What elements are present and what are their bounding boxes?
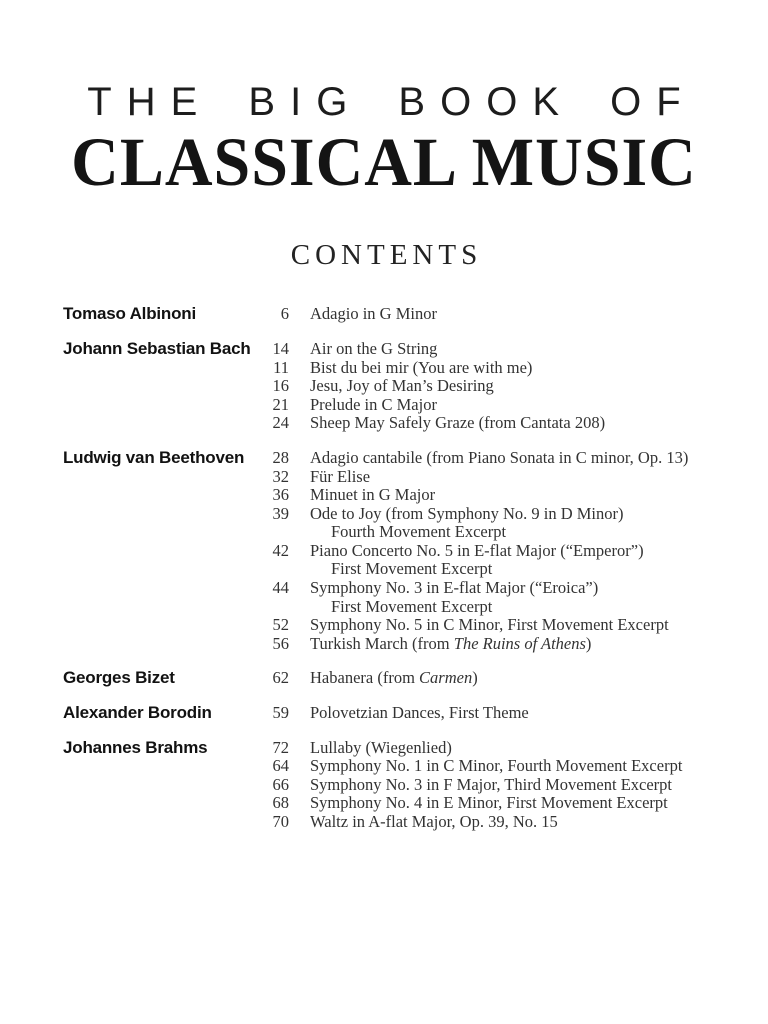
- entry-page-number: 44: [272, 578, 289, 598]
- composer-name: [63, 776, 262, 795]
- composer-name: [63, 396, 262, 415]
- composer-name: [63, 359, 262, 378]
- contents-group: [63, 739, 738, 832]
- contents-row: [63, 669, 738, 688]
- entry-page-number: 6: [280, 304, 289, 324]
- contents-row: [63, 579, 738, 598]
- composer-name: [63, 579, 262, 598]
- entry-page-number: 14: [272, 338, 289, 358]
- entry-title: Adagio cantabile (from Piano Sonata in C minor, Op. 13): [310, 447, 689, 467]
- entry-page-number: 56: [272, 633, 289, 653]
- composer-name: Johann Sebastian Bach: [63, 338, 251, 358]
- entry-title: Symphony No. 5 in C Minor, First Movement Excerpt: [310, 615, 669, 635]
- composer-name: [63, 414, 262, 433]
- entry-subtitle: First Movement Excerpt: [331, 559, 493, 579]
- entry-page-number: 62: [272, 668, 289, 688]
- composer-name: [63, 486, 262, 505]
- entry-page-number: 72: [272, 737, 289, 757]
- book-title-block: [0, 0, 768, 201]
- contents-list: [63, 305, 738, 831]
- entry-page-number: 36: [272, 485, 289, 505]
- contents-row: [63, 305, 738, 324]
- entry-title: Polovetzian Dances, First Theme: [310, 703, 529, 723]
- contents-row: [63, 468, 738, 487]
- entry-subtitle: First Movement Excerpt: [331, 596, 493, 616]
- entry-page-number: 28: [272, 447, 289, 467]
- entry-page-number: 59: [272, 703, 289, 723]
- composer-name: [63, 505, 262, 524]
- composer-name: Tomaso Albinoni: [63, 304, 196, 324]
- book-title-line2: CLASSICAL MUSIC: [71, 124, 697, 201]
- composer-name: [63, 468, 262, 487]
- entry-page-number: 66: [272, 774, 289, 794]
- contents-row: [63, 776, 738, 795]
- contents-row: [63, 794, 738, 813]
- entry-title: Minuet in G Major: [310, 485, 436, 505]
- entry-page-number: 52: [272, 615, 289, 635]
- contents-subrow: [63, 560, 738, 579]
- contents-row: [63, 486, 738, 505]
- entry-page-number: 24: [272, 413, 289, 433]
- composer-name: Georges Bizet: [63, 668, 175, 688]
- contents-group: [63, 669, 738, 688]
- entry-page-number: 16: [272, 376, 289, 396]
- entry-subtitle: Fourth Movement Excerpt: [331, 522, 507, 542]
- entry-title: Ode to Joy (from Symphony No. 9 in D Minor): [310, 503, 624, 523]
- entry-title: Symphony No. 4 in E Minor, First Movement Excerpt: [310, 793, 668, 813]
- contents-row: [63, 396, 738, 415]
- entry-title: Symphony No. 1 in C Minor, Fourth Movement Excerpt: [310, 756, 683, 776]
- contents-row: [63, 704, 738, 723]
- contents-row: [63, 340, 738, 359]
- contents-row: [63, 635, 738, 654]
- entry-title: Symphony No. 3 in E-flat Major (“Eroica”): [310, 578, 599, 598]
- contents-row: [63, 757, 738, 776]
- entry-page-number: 64: [272, 756, 289, 776]
- contents-row: [63, 505, 738, 524]
- entry-title: Für Elise: [310, 466, 371, 486]
- entry-title: Prelude in C Major: [310, 394, 437, 414]
- contents-row: [63, 414, 738, 433]
- entry-page-number: 68: [272, 793, 289, 813]
- contents-subrow: [63, 598, 738, 617]
- entry-page-number: 70: [272, 812, 289, 831]
- contents-row: [63, 377, 738, 396]
- contents-group: [63, 449, 738, 654]
- contents-subrow: [63, 523, 738, 542]
- entry-title: Symphony No. 3 in F Major, Third Movement Excerpt: [310, 774, 673, 794]
- entry-title: Habanera (from Carmen): [310, 668, 478, 688]
- composer-name: Johannes Brahms: [63, 737, 208, 757]
- entry-title: Bist du bei mir (You are with me): [310, 357, 533, 377]
- composer-name: Alexander Borodin: [63, 703, 212, 723]
- composer-name: [63, 757, 262, 776]
- composer-name: Ludwig van Beethoven: [63, 447, 245, 467]
- entry-page-number: 39: [272, 503, 289, 523]
- composer-name: [63, 794, 262, 813]
- composer-name: [63, 813, 262, 832]
- entry-page-number: 42: [272, 540, 289, 560]
- entry-title: Lullaby (Wiegenlied): [310, 737, 452, 757]
- entry-title: Adagio in G Minor: [310, 304, 437, 324]
- entry-title: Jesu, Joy of Man’s Desiring: [310, 376, 494, 396]
- entry-title: Air on the G String: [310, 338, 438, 358]
- contents-row: [63, 616, 738, 635]
- entry-title: Sheep May Safely Graze (from Cantata 208): [310, 413, 606, 433]
- entry-page-number: 32: [272, 466, 289, 486]
- entry-title: Turkish March (from The Ruins of Athens): [310, 633, 592, 653]
- composer-name: [63, 542, 262, 561]
- composer-name: [63, 635, 262, 654]
- entry-page-number: 11: [273, 357, 289, 377]
- entry-title: Piano Concerto No. 5 in E-flat Major (“Emperor”): [310, 540, 644, 560]
- contents-group: [63, 704, 738, 723]
- contents-row: [63, 542, 738, 561]
- contents-heading: CONTENTS: [290, 239, 483, 271]
- contents-row: [63, 813, 738, 832]
- contents-group: [63, 305, 738, 324]
- contents-row: [63, 449, 738, 468]
- composer-name: [63, 377, 262, 396]
- contents-row: [63, 739, 738, 758]
- contents-group: [63, 340, 738, 433]
- composer-name: [63, 616, 262, 635]
- book-title-line1: THE BIG BOOK OF: [87, 80, 696, 124]
- entry-title: Waltz in A-flat Major, Op. 39, No. 15: [310, 812, 558, 831]
- entry-page-number: 21: [272, 394, 289, 414]
- contents-row: [63, 359, 738, 378]
